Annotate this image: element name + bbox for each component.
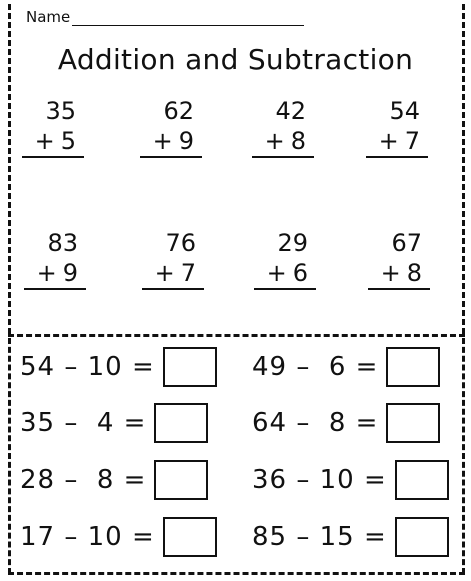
- vertical-problem: [24, 228, 86, 290]
- equation-text: 36 – 10 =: [252, 465, 387, 495]
- bottom-box-right-border: [462, 338, 465, 574]
- equation-text: 54 – 10 =: [20, 352, 155, 382]
- name-field: [26, 4, 304, 26]
- answer-box[interactable]: [154, 460, 208, 500]
- plus-sign: +: [380, 259, 401, 287]
- plus-sign: +: [152, 127, 173, 155]
- bottom-box-left-border: [8, 338, 11, 574]
- problem-top-number: 42: [275, 97, 306, 125]
- subtraction-problem: [20, 457, 208, 503]
- plus-sign: +: [36, 259, 57, 287]
- vertical-problem: [368, 228, 430, 290]
- equation-text: 64 – 8 =: [252, 408, 379, 438]
- vertical-problem: [366, 96, 428, 158]
- plus-sign: +: [266, 259, 287, 287]
- problem-bottom-number: 7: [404, 127, 420, 155]
- subtraction-problem: [252, 457, 449, 503]
- plus-sign: +: [34, 127, 55, 155]
- divider-line: [8, 334, 465, 337]
- vertical-problem: [140, 96, 202, 158]
- name-label: Name: [26, 8, 71, 26]
- answer-box[interactable]: [395, 460, 449, 500]
- problem-bottom-row: [368, 258, 430, 290]
- problem-top-number: 67: [391, 229, 422, 257]
- problem-top-number: 76: [165, 229, 196, 257]
- problem-bottom-number: 8: [290, 127, 306, 155]
- problem-bottom-row: [366, 126, 428, 158]
- problem-bottom-number: 7: [180, 259, 196, 287]
- problem-bottom-row: [24, 258, 86, 290]
- equation-text: 35 – 4 =: [20, 408, 147, 438]
- subtraction-problem: [20, 514, 217, 560]
- problem-top-number: 62: [163, 97, 194, 125]
- problem-bottom-row: [22, 126, 84, 158]
- problem-bottom-number: 8: [406, 259, 422, 287]
- subtraction-problem: [20, 400, 208, 446]
- bottom-border: [8, 572, 465, 575]
- vertical-problem: [22, 96, 84, 158]
- problem-bottom-number: 5: [60, 127, 76, 155]
- problem-top-number: 54: [389, 97, 420, 125]
- problem-bottom-number: 9: [62, 259, 78, 287]
- answer-box[interactable]: [395, 517, 449, 557]
- problem-bottom-number: 9: [178, 127, 194, 155]
- answer-box[interactable]: [163, 347, 217, 387]
- problem-bottom-number: 6: [292, 259, 308, 287]
- answer-box[interactable]: [154, 403, 208, 443]
- problem-bottom-row: [252, 126, 314, 158]
- equation-text: 17 – 10 =: [20, 522, 155, 552]
- subtraction-problem: [20, 344, 217, 390]
- answer-box[interactable]: [386, 347, 440, 387]
- vertical-problem: [254, 228, 316, 290]
- equation-text: 85 – 15 =: [252, 522, 387, 552]
- equation-text: 28 – 8 =: [20, 465, 147, 495]
- problem-top-number: 35: [45, 97, 76, 125]
- plus-sign: +: [264, 127, 285, 155]
- worksheet-title: Addition and Subtraction: [57, 43, 414, 76]
- problem-bottom-row: [254, 258, 316, 290]
- answer-box[interactable]: [163, 517, 217, 557]
- answer-box[interactable]: [386, 403, 440, 443]
- problem-top-number: 83: [47, 229, 78, 257]
- problem-bottom-row: [142, 258, 204, 290]
- problem-bottom-row: [140, 126, 202, 158]
- subtraction-problem: [252, 514, 449, 560]
- plus-sign: +: [378, 127, 399, 155]
- subtraction-problem: [252, 344, 440, 390]
- name-input-line[interactable]: [72, 9, 304, 26]
- plus-sign: +: [154, 259, 175, 287]
- subtraction-problem: [252, 400, 440, 446]
- vertical-problem: [142, 228, 204, 290]
- vertical-problem: [252, 96, 314, 158]
- equation-text: 49 – 6 =: [252, 352, 379, 382]
- problem-top-number: 29: [277, 229, 308, 257]
